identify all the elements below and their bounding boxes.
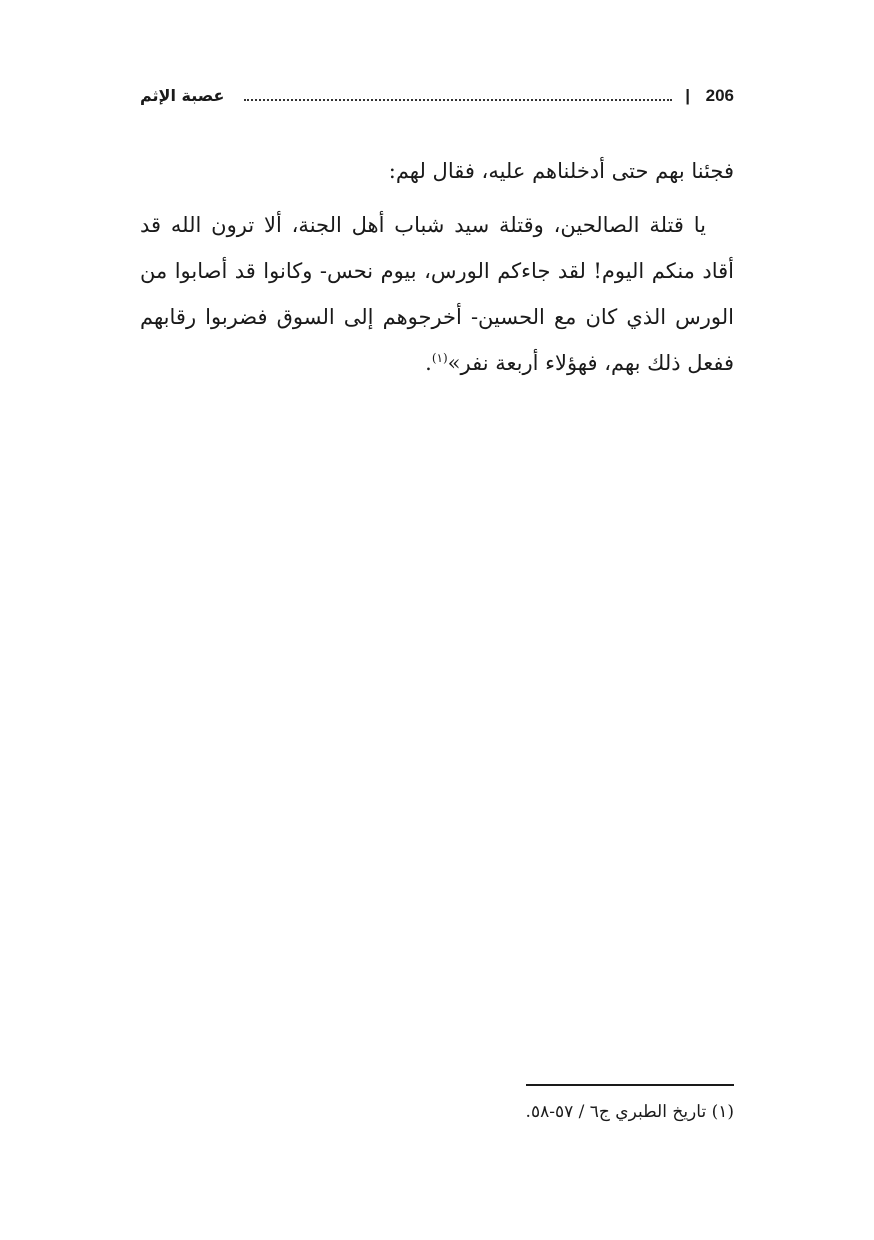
page-number: 206	[705, 86, 734, 105]
running-header	[140, 84, 734, 110]
paragraph-text: يا قتلة الصالحين، وقتلة سيد شباب أهل الجنة، ألا ترون الله قد أقاد منكم اليوم! لقد جاءكم الورس، بيوم نحس- وكانوا قد أصابوا من الورس الذي كان مع الحسين- أخرجوهم إلى السوق فضربوا رقابهم ففعل ذلك بهم، فهؤلاء أربعة نفر»	[140, 213, 734, 375]
paragraph	[140, 202, 734, 386]
footnote-divider	[526, 1084, 734, 1086]
header-separator: |	[685, 86, 690, 105]
book-title: عصبة الإثم	[140, 86, 225, 105]
main-text	[140, 148, 734, 394]
closing-punctuation: .	[425, 351, 432, 375]
header-dotted-leader	[244, 99, 672, 101]
footnote-reference: (١)	[431, 351, 448, 365]
paragraph: فجئنا بهم حتى أدخلناهم عليه، فقال لهم:	[388, 159, 734, 183]
footnote: (١) تاريخ الطبري ج٦ / ٥٧-٥٨.	[525, 1102, 734, 1122]
